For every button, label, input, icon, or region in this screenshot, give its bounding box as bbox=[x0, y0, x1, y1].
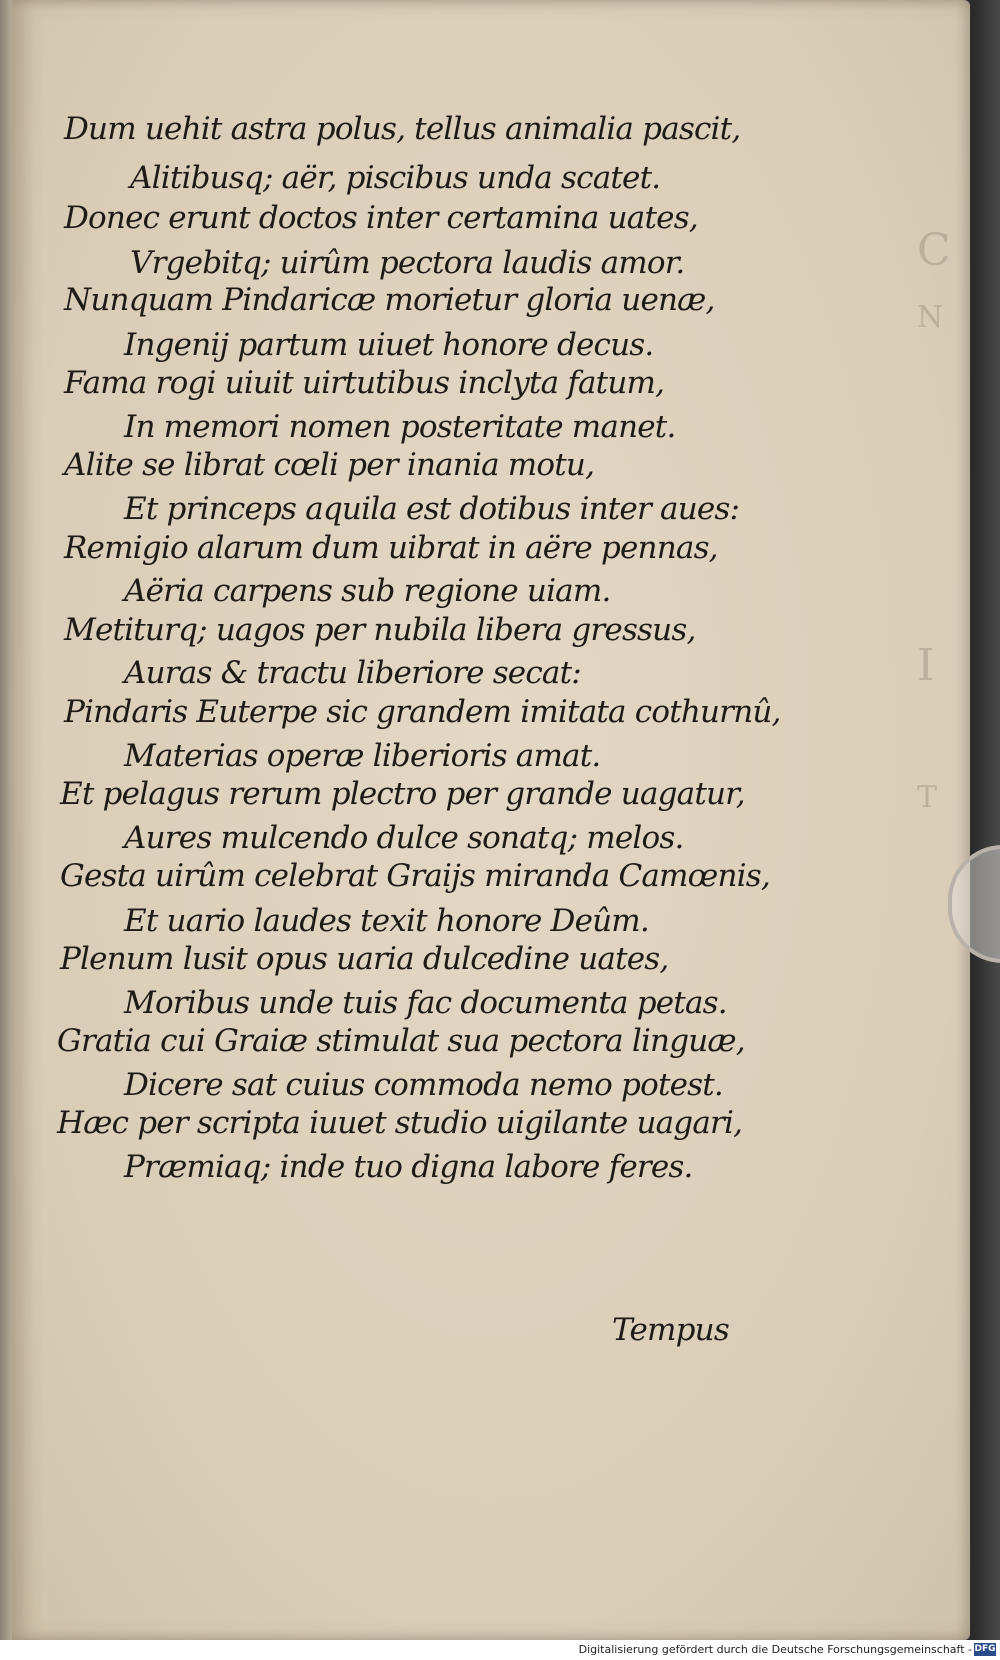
verse-line: Donec erunt doctos inter certamina uates, bbox=[64, 200, 698, 236]
verse-line: Moribus unde tuis fac documenta petas. bbox=[124, 985, 727, 1021]
verse-line: Dicere sat cuius commoda nemo potest. bbox=[124, 1067, 723, 1103]
verse-line: Plenum lusit opus uaria dulcedine uates, bbox=[60, 941, 669, 977]
verse-line: Præmiaq; inde tuo digna labore feres. bbox=[124, 1149, 693, 1185]
show-through-mark: N bbox=[917, 300, 944, 335]
verse-line: Remigio alarum dum uibrat in aëre pennas, bbox=[64, 530, 718, 566]
catchword: Tempus bbox=[612, 1312, 729, 1348]
verse-line: Alitibusq; aër, piscibus unda scatet. bbox=[130, 160, 661, 196]
book-page bbox=[12, 0, 970, 1640]
verse-line: Fama rogi uiuit uirtutibus inclyta fatum, bbox=[64, 365, 665, 401]
show-through-mark: T bbox=[917, 780, 938, 815]
dfg-logo: DFG bbox=[974, 1644, 996, 1654]
verse-line: Dum uehit astra polus, tellus animalia pascit, bbox=[64, 111, 741, 147]
verse-line: Nunquam Pindaricæ morietur gloria uenæ, bbox=[64, 282, 715, 318]
verse-line: Metiturq; uagos per nubila libera gressus, bbox=[64, 612, 696, 648]
verse-line: Gesta uirûm celebrat Graijs miranda Camœnis, bbox=[60, 858, 770, 894]
verse-line: Pindaris Euterpe sic grandem imitata cothurnû, bbox=[64, 694, 781, 730]
show-through-mark: I bbox=[917, 640, 935, 691]
show-through-mark: C bbox=[917, 225, 951, 276]
verse-line: Et princeps aquila est dotibus inter aues: bbox=[124, 491, 740, 527]
verse-line: Alite se librat cœli per inania motu, bbox=[64, 447, 595, 483]
footer bbox=[0, 1640, 1000, 1660]
verse-line: Aures mulcendo dulce sonatq; melos. bbox=[124, 820, 684, 856]
verse-line: Materias operæ liberioris amat. bbox=[124, 738, 601, 774]
verse-line: Vrgebitq; uirûm pectora laudis amor. bbox=[130, 245, 685, 281]
verse-line: Ingenij partum uiuet honore decus. bbox=[124, 327, 654, 363]
verse-line: Hæc per scripta iuuet studio uigilante uagari, bbox=[57, 1105, 743, 1141]
verse-line: Auras & tractu liberiore secat: bbox=[124, 655, 581, 691]
verse-line: Et pelagus rerum plectro per grande uagatur, bbox=[60, 776, 745, 812]
verse-line: Aëria carpens sub regione uiam. bbox=[124, 573, 611, 609]
footer-credit: Digitalisierung gefördert durch die Deutsche Forschungsgemeinschaft - bbox=[578, 1643, 972, 1656]
verse-block bbox=[12, 0, 970, 1300]
verse-line: Gratia cui Graiæ stimulat sua pectora linguæ, bbox=[57, 1023, 745, 1059]
verse-line: In memori nomen posteritate manet. bbox=[124, 409, 676, 445]
verse-line: Et uario laudes texit honore Deûm. bbox=[124, 903, 649, 939]
